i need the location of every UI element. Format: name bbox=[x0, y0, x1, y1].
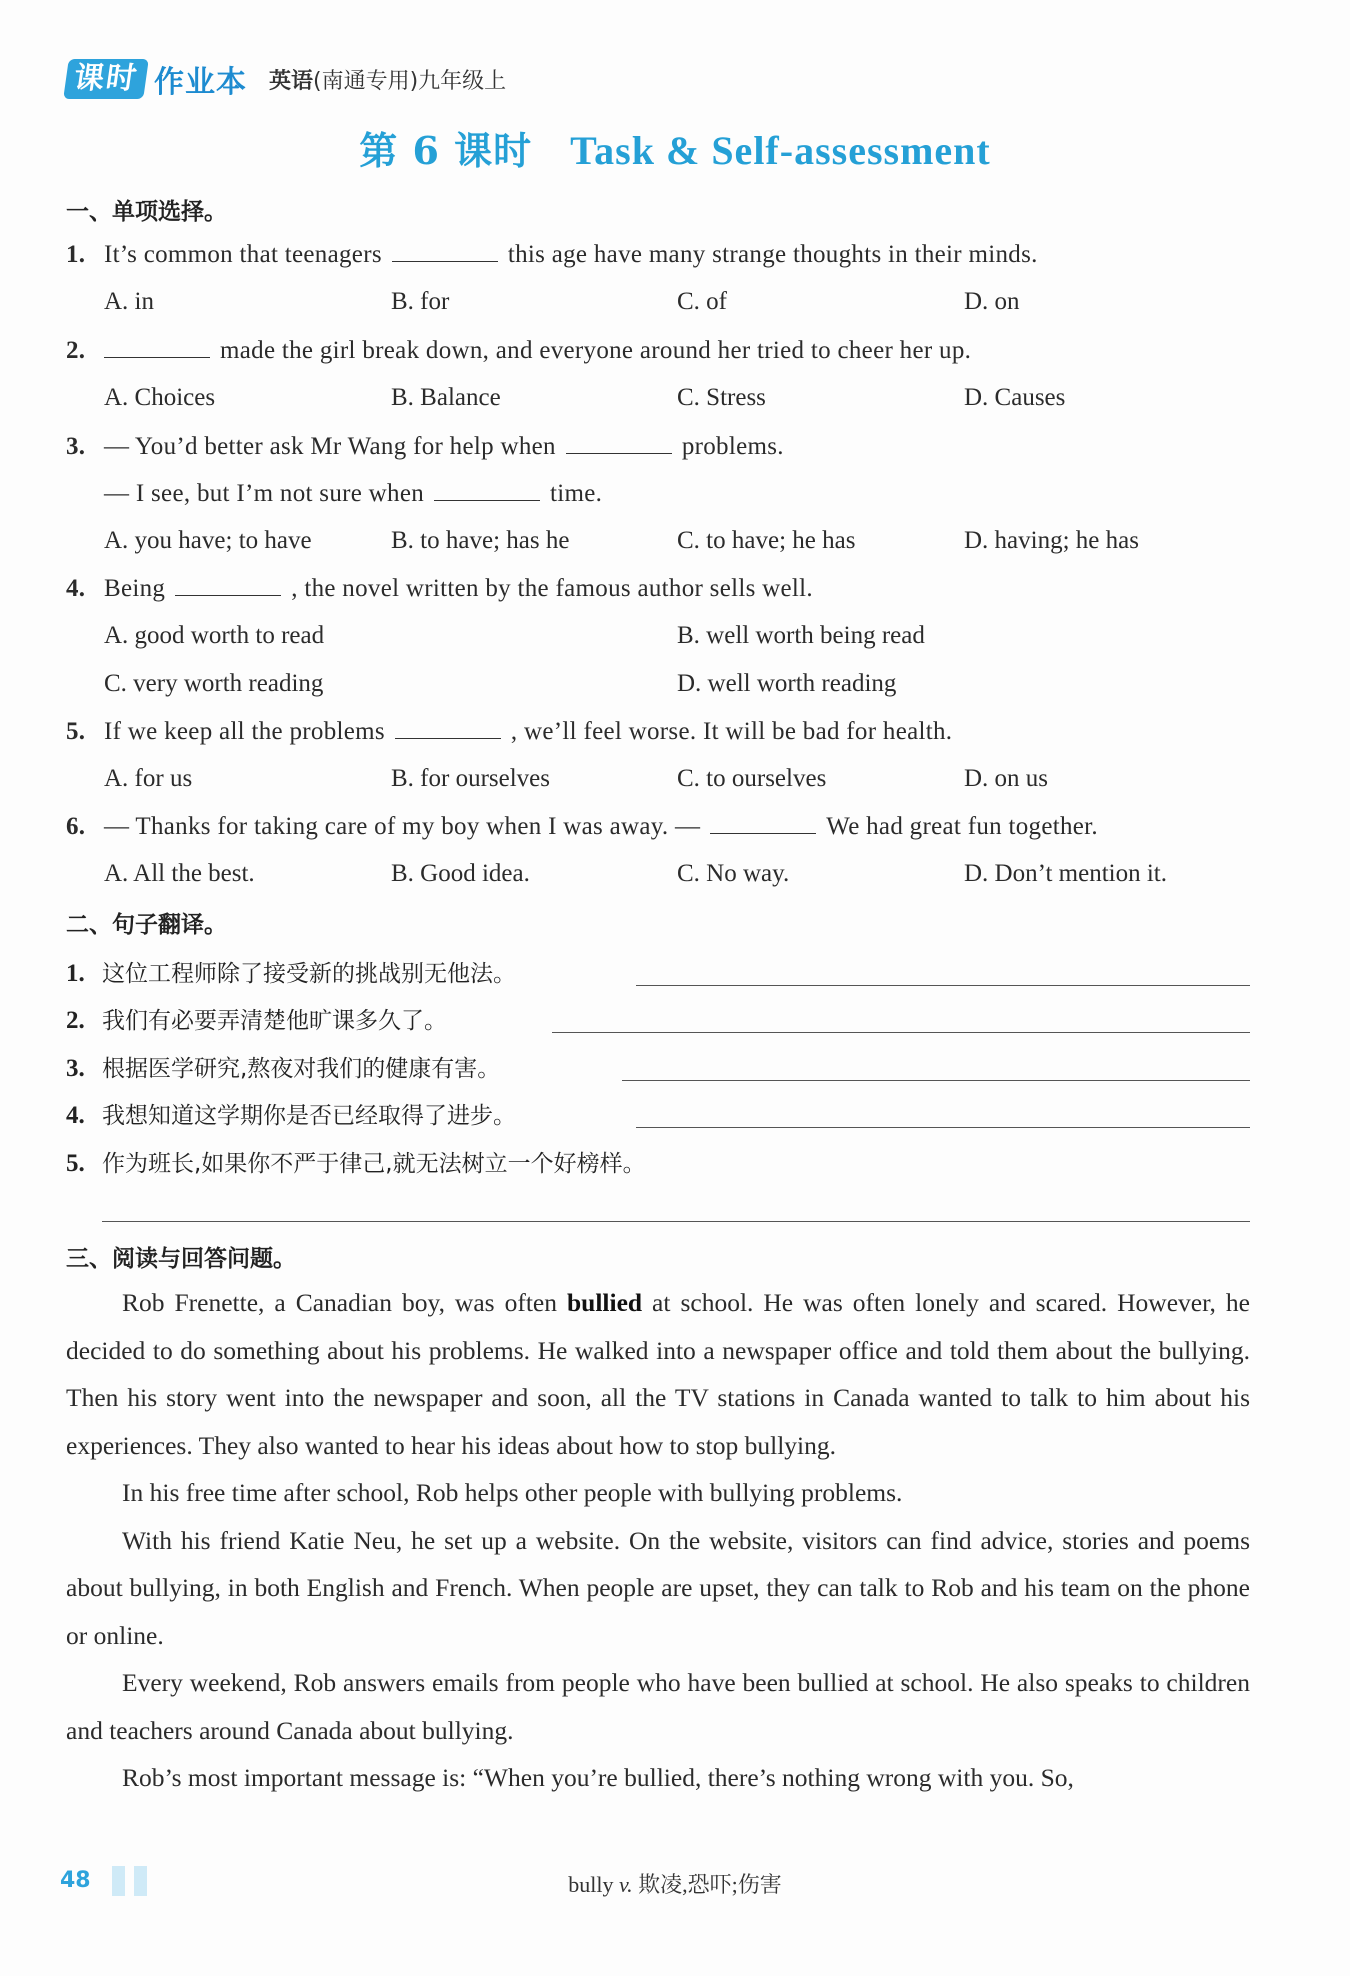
question-3 bbox=[66, 433, 784, 461]
answer-blank bbox=[710, 813, 816, 834]
answer-line bbox=[636, 985, 1250, 986]
option-d: D. Don’t mention it. bbox=[964, 860, 1168, 887]
passage-paragraph-2: In his free time after school, Rob helps other people with bullying problems. bbox=[122, 1478, 903, 1507]
question-text-pre: Being bbox=[104, 575, 166, 602]
answer-line bbox=[552, 1032, 1250, 1033]
answer-blank bbox=[434, 480, 540, 501]
option-a: A. you have; to have bbox=[104, 527, 312, 554]
page-header bbox=[66, 56, 506, 102]
question-text-post: , the novel written by the famous author sells well. bbox=[291, 575, 813, 602]
option-a: A. for us bbox=[104, 765, 193, 792]
option-a: A. All the best. bbox=[104, 860, 255, 887]
item-text: 根据医学研究,熬夜对我们的健康有害。 bbox=[102, 1056, 501, 1082]
question-text-post: We had great fun together. bbox=[826, 813, 1098, 840]
question-number: 5. bbox=[66, 718, 86, 745]
option-d: D. having; he has bbox=[964, 527, 1139, 554]
translation-item-3 bbox=[66, 1050, 500, 1083]
reply-text-pre: — I see, but I’m not sure when bbox=[104, 480, 425, 507]
keyword-bullied: bullied bbox=[566, 1288, 643, 1317]
item-text: 我们有必要弄清楚他旷课多久了。 bbox=[102, 1008, 447, 1034]
question-text-pre: It’s common that teenagers bbox=[104, 241, 382, 268]
option-b: B. Good idea. bbox=[391, 860, 530, 887]
item-number: 3. bbox=[66, 1055, 85, 1082]
item-number: 1. bbox=[66, 960, 85, 987]
question-6 bbox=[66, 813, 1098, 841]
brand-logo bbox=[66, 57, 247, 101]
question-1 bbox=[66, 241, 1038, 269]
edition-label: (南通专用)九年级上 bbox=[313, 68, 507, 94]
option-c: C. to have; he has bbox=[677, 527, 856, 554]
option-c: C. very worth reading bbox=[104, 670, 324, 697]
option-a: A. in bbox=[104, 288, 154, 315]
option-b: B. well worth being read bbox=[677, 622, 925, 649]
page-number: 48 bbox=[60, 1868, 91, 1893]
question-text-pre: — You’d better ask Mr Wang for help when bbox=[104, 433, 556, 460]
option-d: D. on us bbox=[964, 765, 1049, 792]
question-number: 4. bbox=[66, 575, 86, 602]
subject-label: 英语 bbox=[269, 68, 314, 94]
question-text-post: , we’ll feel worse. It will be bad for health. bbox=[510, 718, 953, 745]
section-title-choice: 一、单项选择。 bbox=[66, 199, 227, 225]
logo-text: 作业本 bbox=[154, 65, 247, 100]
question-2 bbox=[66, 337, 971, 365]
page-footer bbox=[0, 1862, 1350, 1902]
item-text: 我想知道这学期你是否已经取得了进步。 bbox=[102, 1103, 516, 1129]
answer-line bbox=[102, 1221, 1250, 1222]
answer-blank bbox=[175, 575, 281, 596]
gloss-part-of-speech: v. bbox=[618, 1872, 633, 1897]
paragraph-text: Rob Frenette, a Canadian boy, was often bbox=[122, 1288, 567, 1317]
vocabulary-gloss bbox=[0, 1868, 1350, 1899]
reading-passage bbox=[66, 1279, 1250, 1802]
question-number: 1. bbox=[66, 241, 86, 268]
option-a: A. Choices bbox=[104, 384, 216, 411]
item-text: 这位工程师除了接受新的挑战别无他法。 bbox=[102, 961, 516, 987]
option-b: B. for ourselves bbox=[391, 765, 550, 792]
option-b: B. for bbox=[391, 288, 450, 315]
question-text-post: problems. bbox=[681, 433, 784, 460]
option-c: C. Stress bbox=[677, 384, 766, 411]
option-a: A. good worth to read bbox=[104, 622, 325, 649]
section-title-reading: 三、阅读与回答问题。 bbox=[66, 1246, 296, 1272]
section-title-translation: 二、句子翻译。 bbox=[66, 912, 227, 938]
question-4 bbox=[66, 575, 813, 603]
answer-blank bbox=[104, 337, 210, 358]
item-number: 4. bbox=[66, 1102, 85, 1129]
question-5 bbox=[66, 718, 952, 746]
question-number: 6. bbox=[66, 813, 86, 840]
option-d: D. on bbox=[964, 288, 1020, 315]
question-text-post: this age have many strange thoughts in their minds. bbox=[507, 241, 1038, 268]
logo-badge: 课时 bbox=[63, 59, 149, 99]
book-subtitle bbox=[269, 64, 506, 95]
answer-line bbox=[622, 1080, 1250, 1081]
gloss-word: bully bbox=[568, 1872, 614, 1897]
option-b: B. to have; has he bbox=[391, 527, 570, 554]
option-c: C. No way. bbox=[677, 860, 790, 887]
option-b: B. Balance bbox=[391, 384, 501, 411]
answer-blank bbox=[395, 718, 501, 739]
item-number: 2. bbox=[66, 1007, 85, 1034]
reply-text-post: time. bbox=[550, 480, 603, 507]
question-3-reply bbox=[104, 480, 602, 508]
item-text: 作为班长,如果你不严于律己,就无法树立一个好榜样。 bbox=[102, 1151, 646, 1177]
lesson-topic: Task & Self-assessment bbox=[570, 128, 991, 173]
translation-item-2 bbox=[66, 1002, 447, 1035]
option-c: C. of bbox=[677, 288, 727, 315]
passage-paragraph-1 bbox=[66, 1279, 1250, 1469]
lesson-number: 第 6 课时 bbox=[359, 128, 533, 173]
answer-blank bbox=[392, 241, 498, 262]
passage-paragraph-3: With his friend Katie Neu, he set up a website. On the website, visitors can find advice, stories and poems about bullying, in both English and French. When people are upset, they can talk to Rob and his team on the phone or online. bbox=[66, 1525, 1250, 1650]
question-number: 2. bbox=[66, 337, 86, 364]
question-text-pre: — Thanks for taking care of my boy when I was away. — bbox=[104, 813, 701, 840]
question-text-pre: If we keep all the problems bbox=[104, 718, 385, 745]
question-text-post: made the girl break down, and everyone around her tried to cheer her up. bbox=[220, 337, 972, 364]
translation-item-5 bbox=[66, 1145, 646, 1178]
gloss-meaning: 欺凌,恐吓;伤害 bbox=[638, 1872, 782, 1897]
answer-blank bbox=[566, 433, 672, 454]
passage-paragraph-4: Every weekend, Rob answers emails from people who have been bullied at school. He also speaks to children and teachers around Canada about bullying. bbox=[66, 1668, 1250, 1745]
translation-item-1 bbox=[66, 955, 516, 988]
option-d: D. Causes bbox=[964, 384, 1066, 411]
answer-line bbox=[636, 1127, 1250, 1128]
option-c: C. to ourselves bbox=[677, 765, 827, 792]
translation-item-4 bbox=[66, 1097, 516, 1130]
item-number: 5. bbox=[66, 1150, 85, 1177]
lesson-title bbox=[0, 120, 1350, 175]
passage-paragraph-5: Rob’s most important message is: “When you’re bullied, there’s nothing wrong with you. So, bbox=[122, 1763, 1074, 1792]
option-d: D. well worth reading bbox=[677, 670, 897, 697]
question-number: 3. bbox=[66, 433, 86, 460]
paragraph-text: at school. He was often lonely and scared. However, he decided to do something about his problems. He walked into a newspaper office and told them about the bullying. Then his story went into the newspaper and soon, all the TV stations in Canada wanted to talk to him about his experiences. They also wanted to hear his ideas about how to stop bullying. bbox=[66, 1288, 1250, 1460]
